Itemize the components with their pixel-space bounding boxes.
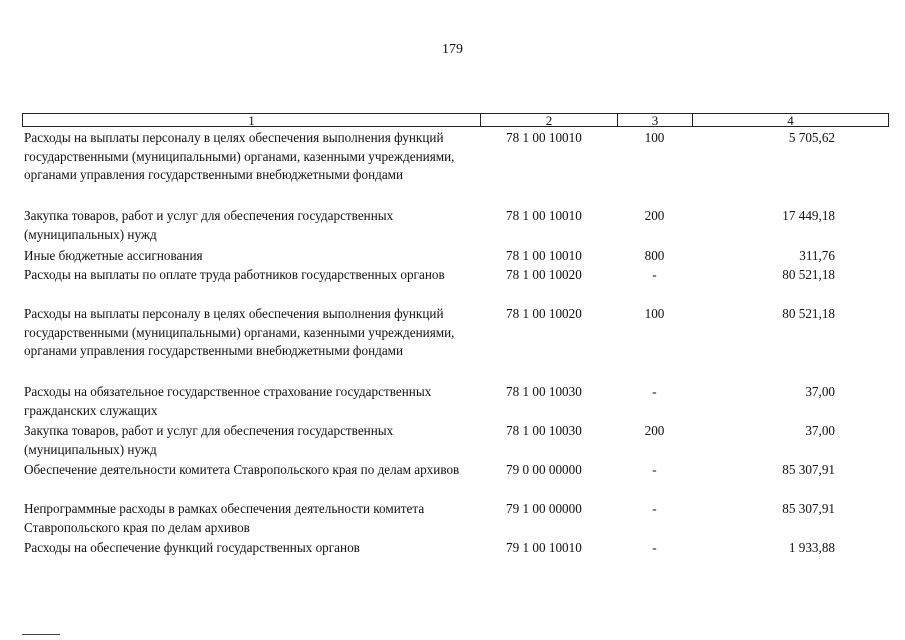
- table-row: [24, 129, 835, 204]
- row-code: 79 1 00 10010: [506, 540, 582, 555]
- row-amount: 17 449,18: [782, 208, 835, 223]
- footer-divider: [22, 634, 60, 635]
- header-col-4: 4: [787, 113, 794, 128]
- row-code: 78 1 00 10020: [506, 267, 582, 282]
- row-code: 79 0 00 00000: [506, 462, 582, 477]
- row-code: 78 1 00 10030: [506, 384, 582, 399]
- row-amount: 1 933,88: [788, 540, 835, 555]
- table-row: [24, 207, 889, 247]
- row-expense-type: 200: [644, 423, 665, 438]
- table-row: [24, 461, 889, 500]
- header-col-2: 2: [481, 114, 618, 126]
- row-description: Закупка товаров, работ и услуг для обеспечения государственных (муниципальных) нужд: [24, 423, 394, 457]
- row-expense-type: 800: [644, 248, 665, 263]
- row-amount: 5 705,62: [788, 130, 835, 145]
- row-expense-type: -: [652, 462, 657, 477]
- row-code: 79 1 00 00000: [506, 501, 582, 516]
- table-row: [24, 305, 889, 383]
- row-expense-type: -: [652, 267, 657, 282]
- row-code: 78 1 00 10010: [506, 130, 582, 145]
- row-amount: 80 521,18: [782, 267, 835, 282]
- row-code: 78 1 00 10010: [506, 208, 582, 223]
- header-col-1: 1: [23, 114, 481, 126]
- row-expense-type: 200: [644, 208, 665, 223]
- row-expense-type: -: [652, 384, 657, 399]
- table-row: [24, 247, 889, 266]
- table-row: [24, 266, 889, 305]
- row-description: Непрограммные расходы в рамках обеспечения деятельности комитета Ставропольского края по делам архивов: [24, 501, 425, 535]
- table-row: [24, 383, 889, 422]
- row-expense-type: -: [652, 501, 657, 516]
- header-col-3: 3: [618, 114, 693, 126]
- row-description: Расходы на выплаты по оплате труда работников государственных органов: [24, 267, 445, 282]
- table-row: [24, 422, 889, 461]
- row-expense-type: 100: [644, 306, 665, 321]
- row-description: Расходы на обязательное государственное страхование государственных гражданских служащих: [24, 384, 432, 418]
- row-expense-type: -: [652, 540, 657, 555]
- row-amount: 37,00: [805, 423, 835, 438]
- table-row: [24, 500, 889, 539]
- row-description: Обеспечение деятельности комитета Ставропольского края по делам архивов: [24, 462, 460, 477]
- table-body: [24, 129, 889, 559]
- row-expense-type: 100: [644, 130, 665, 145]
- row-description: Закупка товаров, работ и услуг для обеспечения государственных (муниципальных) нужд: [24, 208, 394, 242]
- row-code: 78 1 00 10030: [506, 423, 582, 438]
- row-description: Расходы на обеспечение функций государственных органов: [24, 540, 360, 555]
- row-amount: 85 307,91: [782, 501, 835, 516]
- row-code: 78 1 00 10020: [506, 306, 582, 321]
- table-header: [22, 113, 889, 127]
- row-amount: 80 521,18: [782, 306, 835, 321]
- table-row: [24, 539, 889, 559]
- row-description: Расходы на выплаты персоналу в целях обеспечения выполнения функций государственными (муниципальными) органами, казенными учреждениями, органами управления государственными внебюджетными фондами: [24, 130, 455, 183]
- row-amount: 311,76: [799, 248, 835, 263]
- row-amount: 37,00: [805, 384, 835, 399]
- row-amount: 85 307,91: [782, 462, 835, 477]
- page-number: 179: [442, 42, 463, 57]
- row-description: Расходы на выплаты персоналу в целях обеспечения выполнения функций государственными (муниципальными) органами, казенными учреждениями, органами управления государственными внебюджетными фондами: [24, 306, 455, 359]
- row-code: 78 1 00 10010: [506, 248, 582, 263]
- row-description: Иные бюджетные ассигнования: [24, 248, 203, 263]
